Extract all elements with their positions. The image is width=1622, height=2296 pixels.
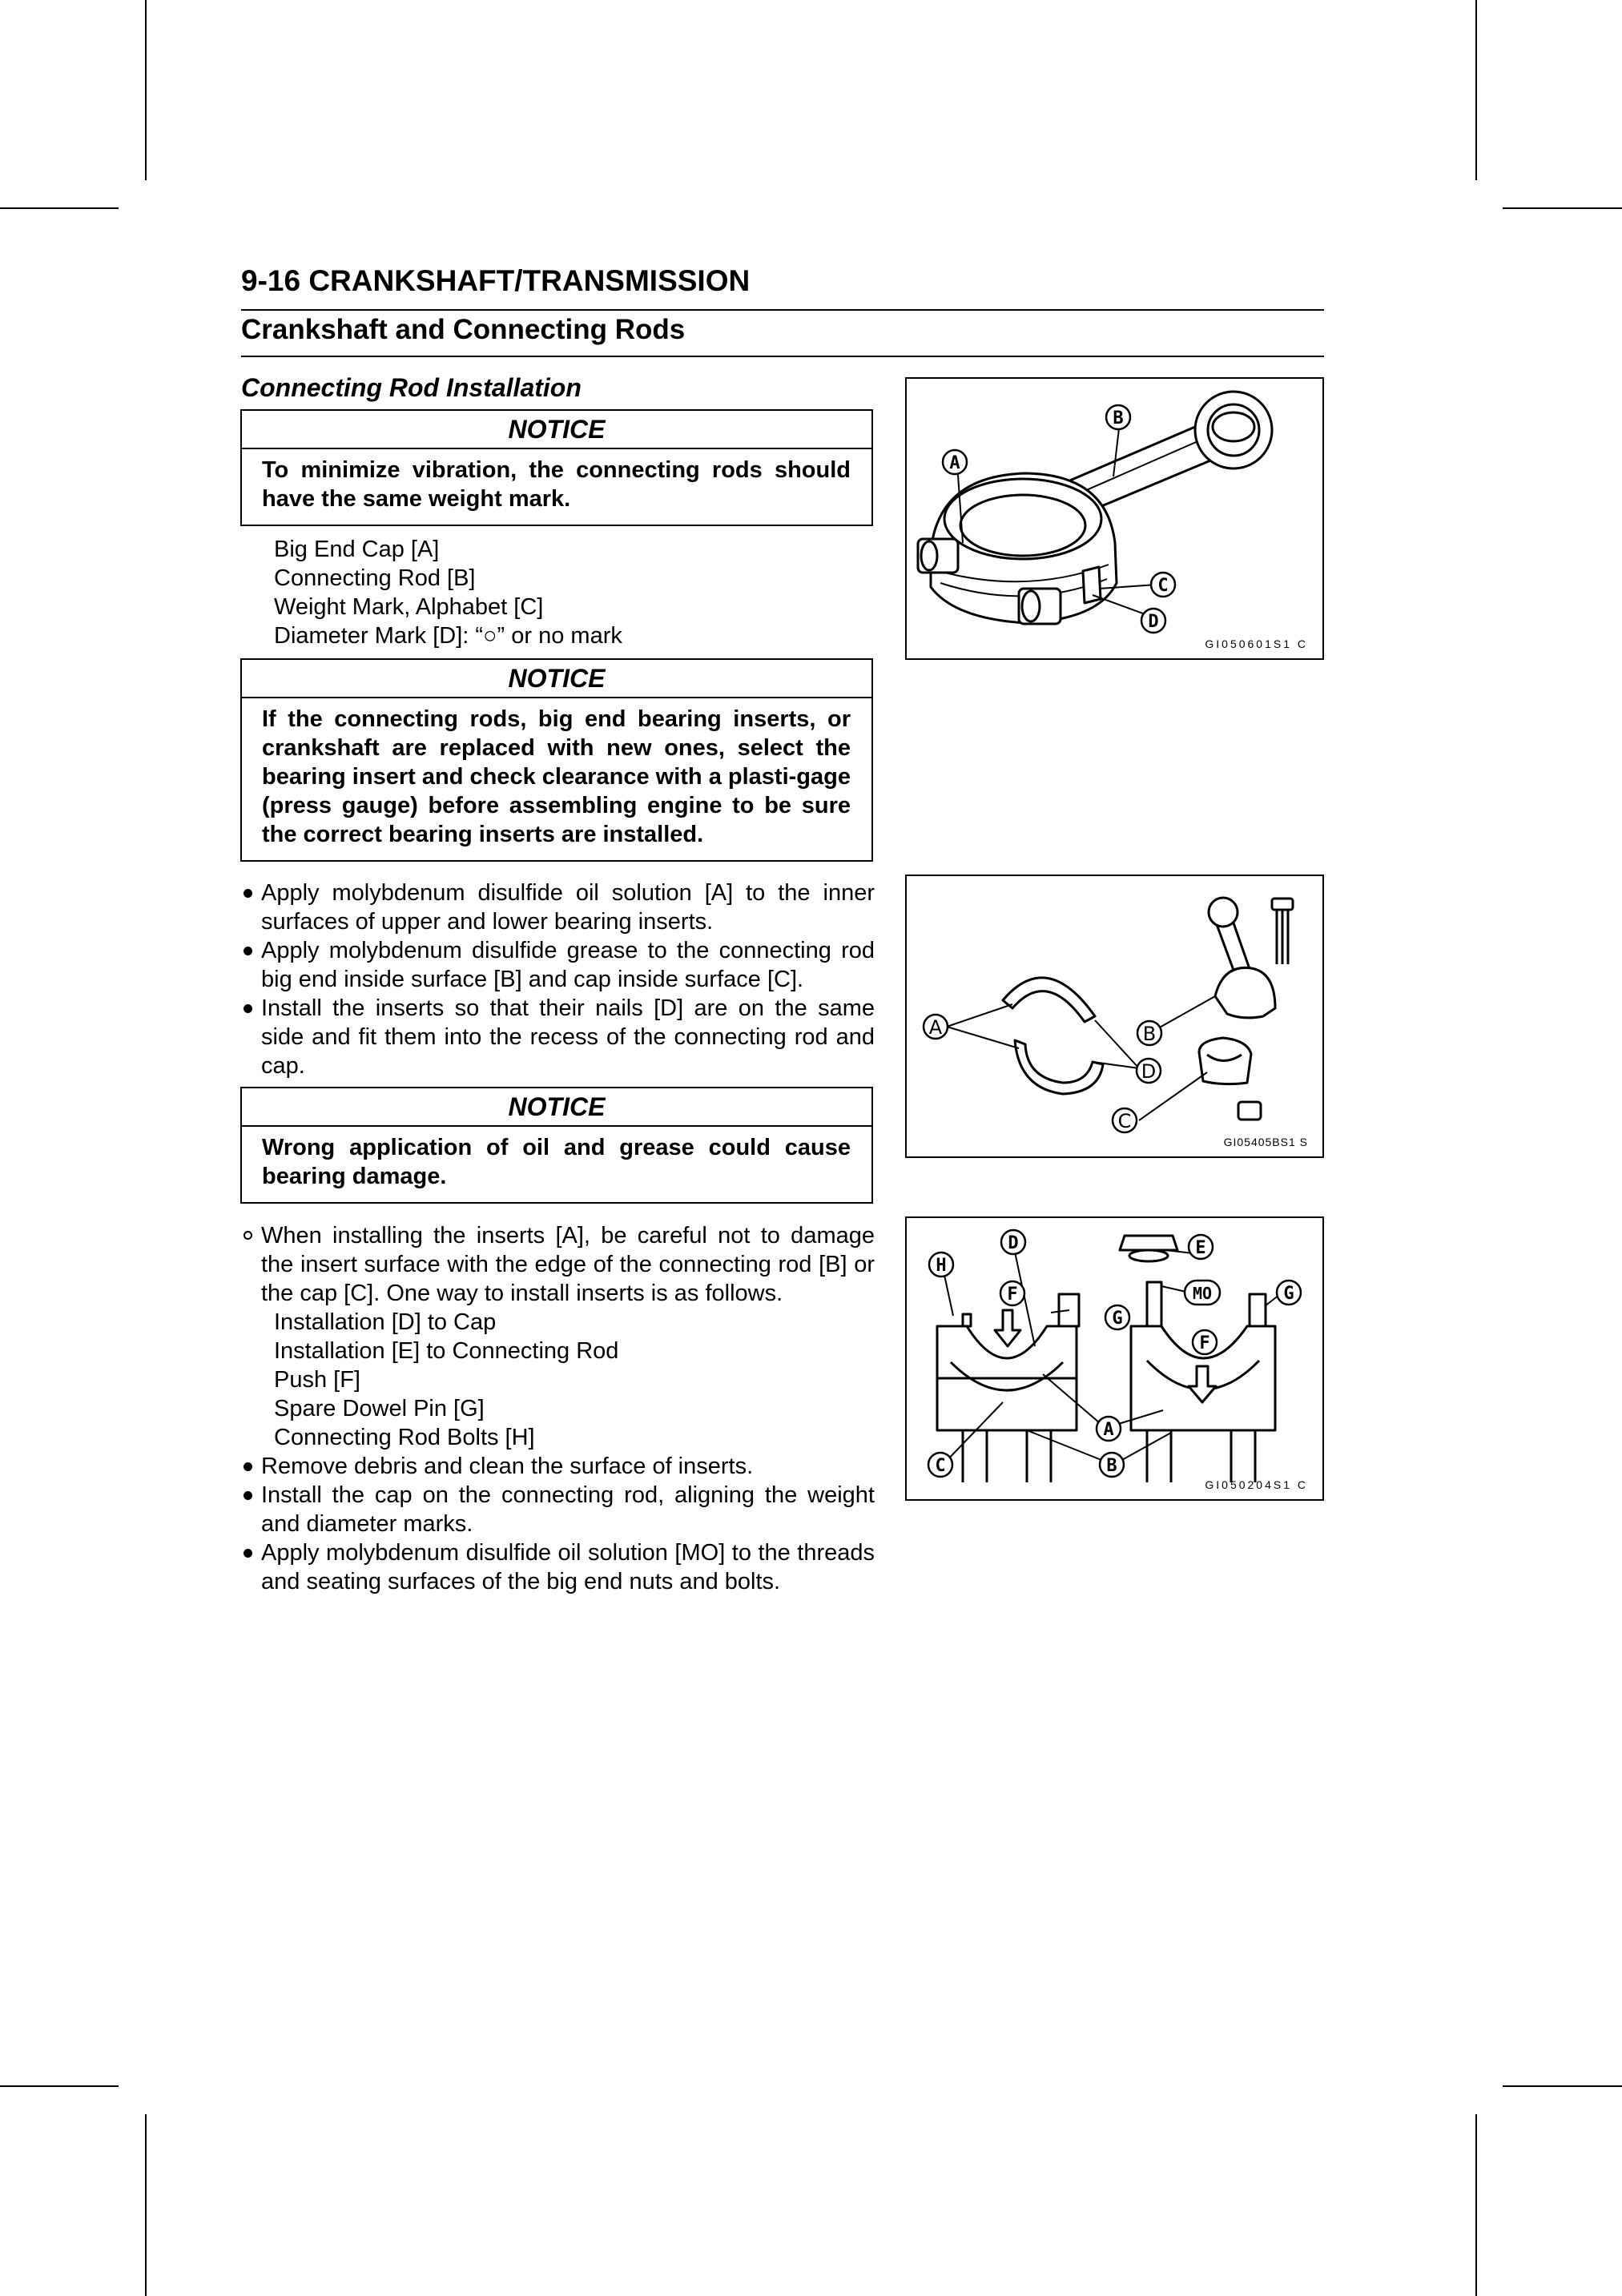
callout-label-g: G bbox=[1112, 1309, 1123, 1329]
list-item: Spare Dowel Pin [G] bbox=[274, 1396, 485, 1421]
callout-label-b: B bbox=[1142, 1023, 1157, 1045]
callout-label-d: D bbox=[1148, 612, 1159, 632]
section-rule bbox=[241, 356, 1324, 357]
callout-label-a: A bbox=[949, 453, 960, 473]
callout-label-b: B bbox=[1106, 1456, 1117, 1476]
list-item: Installation [D] to Cap bbox=[274, 1309, 497, 1335]
list-item: Install the inserts so that their nails [D] are on the same side and fit them into the recess of the connecting rod and cap. bbox=[261, 995, 875, 1079]
callout-label-a: A bbox=[928, 1016, 943, 1039]
crop-mark bbox=[145, 2114, 147, 2296]
list-item: Push [F] bbox=[274, 1367, 360, 1393]
parts-list-rod bbox=[274, 535, 622, 650]
list-item: Connecting Rod Bolts [H] bbox=[274, 1425, 535, 1450]
notice-heading: NOTICE bbox=[242, 411, 871, 449]
callout-label-c: C bbox=[1117, 1110, 1132, 1132]
list-item: Apply molybdenum disulfide oil solution [MO] to the threads and seating surfaces of the big end nuts and bolts. bbox=[261, 1540, 875, 1594]
bearing-inserts-illustration bbox=[907, 876, 1322, 1156]
notice-text: If the connecting rods, big end bearing inserts, or crankshaft are replaced with new ones, select the bearing insert and check clearance with a plasti-gage (press gauge) before assembling engine to be sure the correct bearing inserts are installed. bbox=[262, 706, 851, 847]
callout-label-c: C bbox=[1157, 576, 1169, 596]
connecting-rod-illustration bbox=[907, 379, 1322, 658]
crop-mark bbox=[145, 0, 147, 180]
list-item: Installation [E] to Connecting Rod bbox=[274, 1338, 619, 1364]
page-title: 9-16 CRANKSHAFT/TRANSMISSION bbox=[241, 264, 751, 297]
notice-box-oil-grease bbox=[240, 1087, 873, 1204]
insert-installation-illustration bbox=[907, 1218, 1322, 1499]
list-item: Diameter Mark [D]: “○” or no mark bbox=[274, 623, 622, 649]
callout-label-mo: MO bbox=[1192, 1284, 1213, 1303]
callout-label-d: D bbox=[1141, 1060, 1157, 1083]
figure-connecting-rod bbox=[905, 377, 1324, 660]
subsection-title: Connecting Rod Installation bbox=[241, 373, 582, 402]
notice-box-replacement bbox=[240, 658, 873, 862]
callout-label-f: F bbox=[1199, 1333, 1210, 1353]
crop-mark bbox=[0, 207, 119, 209]
callout-label-g: G bbox=[1283, 1284, 1294, 1304]
notice-box-weight-mark bbox=[240, 409, 873, 526]
callout-label-h: H bbox=[936, 1256, 947, 1276]
parts-list-install bbox=[274, 1308, 618, 1452]
crop-mark bbox=[0, 2085, 119, 2087]
figure-insert-installation bbox=[905, 1216, 1324, 1501]
list-item: Remove debris and clean the surface of inserts. bbox=[261, 1454, 754, 1479]
list-item: Apply molybdenum disulfide oil solution [A] to the inner surfaces of upper and lower bearing inserts. bbox=[261, 880, 875, 935]
callout-label-b: B bbox=[1113, 408, 1124, 428]
callout-label-e: E bbox=[1195, 1238, 1206, 1258]
callout-label-d: D bbox=[1008, 1233, 1019, 1253]
list-item: Big End Cap [A] bbox=[274, 537, 440, 562]
list-item: Connecting Rod [B] bbox=[274, 565, 476, 591]
crop-mark bbox=[1503, 2085, 1622, 2087]
list-item: Install the cap on the connecting rod, aligning the weight and diameter marks. bbox=[261, 1482, 875, 1537]
figure-code: GI050204S1 C bbox=[1205, 1478, 1308, 1491]
figure-code: GI050601S1 C bbox=[1205, 637, 1308, 650]
notice-heading: NOTICE bbox=[242, 660, 871, 698]
list-item: Apply molybdenum disulfide grease to the connecting rod big end inside surface [B] and cap inside surface [C]. bbox=[261, 938, 875, 992]
notice-text: Wrong application of oil and grease could cause bearing damage. bbox=[262, 1135, 851, 1189]
callout-label-a: A bbox=[1103, 1420, 1114, 1440]
list-item: When installing the inserts [A], be careful not to damage the insert surface with the edge of the connecting rod [B] or the cap [C]. One way to install inserts is as follows. bbox=[261, 1223, 875, 1306]
section-title: Crankshaft and Connecting Rods bbox=[241, 314, 686, 345]
crop-mark bbox=[1503, 207, 1622, 209]
callout-label-f: F bbox=[1007, 1285, 1018, 1305]
notice-text: To minimize vibration, the connecting rods should have the same weight mark. bbox=[262, 457, 851, 512]
notice-heading: NOTICE bbox=[242, 1088, 871, 1127]
crop-mark bbox=[1475, 0, 1477, 180]
crop-mark bbox=[1475, 2114, 1477, 2296]
header-rule bbox=[241, 309, 1324, 311]
list-item: Weight Mark, Alphabet [C] bbox=[274, 594, 544, 620]
figure-bearing-inserts bbox=[905, 875, 1324, 1158]
callout-label-c: C bbox=[935, 1456, 946, 1476]
figure-code: GI05405BS1 S bbox=[1223, 1136, 1308, 1148]
